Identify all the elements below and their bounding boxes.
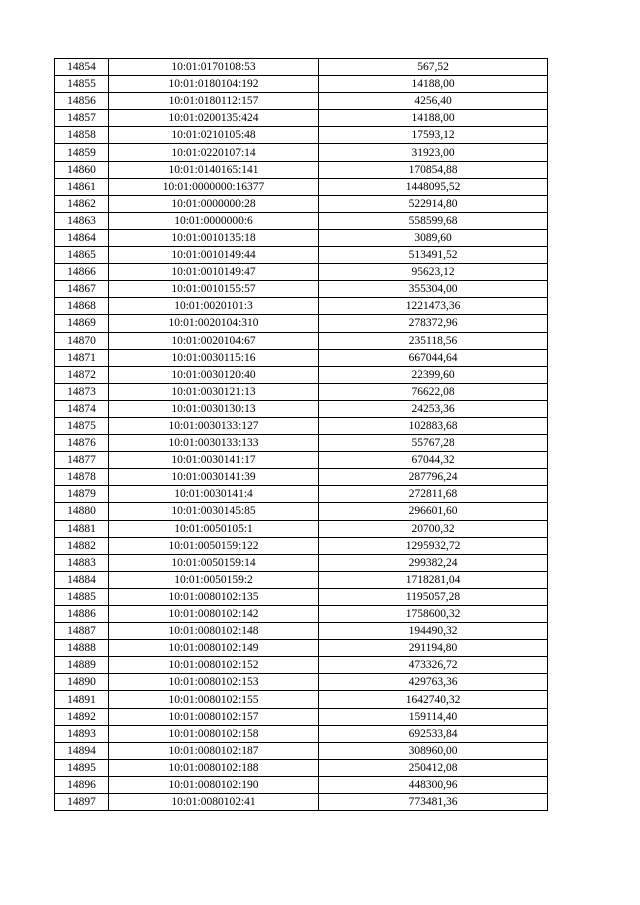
row-number-cell: 14878 xyxy=(55,469,109,486)
cadastral-number-cell: 10:01:0080102:153 xyxy=(109,674,319,691)
cadastral-number-cell: 10:01:0180112:157 xyxy=(109,93,319,110)
cadastral-number-cell: 10:01:0050159:2 xyxy=(109,571,319,588)
table-row xyxy=(55,212,548,229)
cadastral-number-cell: 10:01:0020104:67 xyxy=(109,332,319,349)
value-cell: 513491,52 xyxy=(319,247,548,264)
value-cell: 95623,12 xyxy=(319,264,548,281)
value-cell: 1718281,04 xyxy=(319,571,548,588)
cadastral-number-cell: 10:01:0080102:41 xyxy=(109,794,319,811)
row-number-cell: 14861 xyxy=(55,178,109,195)
table-row xyxy=(55,417,548,434)
table-row xyxy=(55,349,548,366)
row-number-cell: 14867 xyxy=(55,281,109,298)
value-cell: 355304,00 xyxy=(319,281,548,298)
table-row xyxy=(55,606,548,623)
table-row xyxy=(55,520,548,537)
table-row xyxy=(55,195,548,212)
table-row xyxy=(55,469,548,486)
row-number-cell: 14889 xyxy=(55,657,109,674)
cadastral-number-cell: 10:01:0080102:149 xyxy=(109,640,319,657)
value-cell: 14188,00 xyxy=(319,110,548,127)
registry-table-body xyxy=(55,59,548,811)
cadastral-number-cell: 10:01:0080102:148 xyxy=(109,623,319,640)
cadastral-number-cell: 10:01:0080102:190 xyxy=(109,776,319,793)
row-number-cell: 14882 xyxy=(55,537,109,554)
cadastral-number-cell: 10:01:0170108:53 xyxy=(109,59,319,76)
value-cell: 102883,68 xyxy=(319,417,548,434)
value-cell: 55767,28 xyxy=(319,435,548,452)
value-cell: 1221473,36 xyxy=(319,298,548,315)
cadastral-number-cell: 10:01:0010135:18 xyxy=(109,229,319,246)
row-number-cell: 14890 xyxy=(55,674,109,691)
cadastral-number-cell: 10:01:0080102:135 xyxy=(109,588,319,605)
table-row xyxy=(55,554,548,571)
value-cell: 429763,36 xyxy=(319,674,548,691)
value-cell: 287796,24 xyxy=(319,469,548,486)
row-number-cell: 14857 xyxy=(55,110,109,127)
row-number-cell: 14877 xyxy=(55,452,109,469)
value-cell: 24253,36 xyxy=(319,400,548,417)
cadastral-number-cell: 10:01:0010149:47 xyxy=(109,264,319,281)
value-cell: 448300,96 xyxy=(319,776,548,793)
table-row xyxy=(55,742,548,759)
row-number-cell: 14881 xyxy=(55,520,109,537)
registry-table xyxy=(54,58,548,811)
cadastral-number-cell: 10:01:0050105:1 xyxy=(109,520,319,537)
row-number-cell: 14874 xyxy=(55,400,109,417)
row-number-cell: 14873 xyxy=(55,383,109,400)
cadastral-number-cell: 10:01:0010155:57 xyxy=(109,281,319,298)
value-cell: 235118,56 xyxy=(319,332,548,349)
cadastral-number-cell: 10:01:0000000:28 xyxy=(109,195,319,212)
value-cell: 278372,96 xyxy=(319,315,548,332)
table-row xyxy=(55,571,548,588)
value-cell: 22399,60 xyxy=(319,366,548,383)
table-row xyxy=(55,708,548,725)
table-row xyxy=(55,503,548,520)
value-cell: 299382,24 xyxy=(319,554,548,571)
table-row xyxy=(55,452,548,469)
table-row xyxy=(55,127,548,144)
cadastral-number-cell: 10:01:0050159:122 xyxy=(109,537,319,554)
value-cell: 194490,32 xyxy=(319,623,548,640)
value-cell: 522914,80 xyxy=(319,195,548,212)
table-row xyxy=(55,229,548,246)
row-number-cell: 14871 xyxy=(55,349,109,366)
cadastral-number-cell: 10:01:0030141:39 xyxy=(109,469,319,486)
table-row xyxy=(55,247,548,264)
table-row xyxy=(55,383,548,400)
value-cell: 1758600,32 xyxy=(319,606,548,623)
row-number-cell: 14895 xyxy=(55,759,109,776)
value-cell: 76622,08 xyxy=(319,383,548,400)
cadastral-number-cell: 10:01:0030141:17 xyxy=(109,452,319,469)
cadastral-number-cell: 10:01:0030115:16 xyxy=(109,349,319,366)
table-row xyxy=(55,366,548,383)
cadastral-number-cell: 10:01:0140165:141 xyxy=(109,161,319,178)
table-row xyxy=(55,264,548,281)
table-row xyxy=(55,59,548,76)
value-cell: 14188,00 xyxy=(319,76,548,93)
table-row xyxy=(55,315,548,332)
row-number-cell: 14868 xyxy=(55,298,109,315)
row-number-cell: 14888 xyxy=(55,640,109,657)
cadastral-number-cell: 10:01:0210105:48 xyxy=(109,127,319,144)
table-row xyxy=(55,178,548,195)
value-cell: 20700,32 xyxy=(319,520,548,537)
row-number-cell: 14858 xyxy=(55,127,109,144)
value-cell: 17593,12 xyxy=(319,127,548,144)
row-number-cell: 14894 xyxy=(55,742,109,759)
table-row xyxy=(55,776,548,793)
table-row xyxy=(55,332,548,349)
row-number-cell: 14893 xyxy=(55,725,109,742)
cadastral-number-cell: 10:01:0000000:16377 xyxy=(109,178,319,195)
table-row xyxy=(55,281,548,298)
row-number-cell: 14859 xyxy=(55,144,109,161)
table-row xyxy=(55,674,548,691)
value-cell: 291194,80 xyxy=(319,640,548,657)
value-cell: 250412,08 xyxy=(319,759,548,776)
row-number-cell: 14865 xyxy=(55,247,109,264)
cadastral-number-cell: 10:01:0010149:44 xyxy=(109,247,319,264)
cadastral-number-cell: 10:01:0030121:13 xyxy=(109,383,319,400)
cadastral-number-cell: 10:01:0080102:155 xyxy=(109,691,319,708)
row-number-cell: 14854 xyxy=(55,59,109,76)
table-row xyxy=(55,623,548,640)
row-number-cell: 14886 xyxy=(55,606,109,623)
value-cell: 4256,40 xyxy=(319,93,548,110)
value-cell: 67044,32 xyxy=(319,452,548,469)
table-row xyxy=(55,93,548,110)
row-number-cell: 14880 xyxy=(55,503,109,520)
cadastral-number-cell: 10:01:0180104:192 xyxy=(109,76,319,93)
table-row xyxy=(55,725,548,742)
cadastral-number-cell: 10:01:0080102:188 xyxy=(109,759,319,776)
cadastral-number-cell: 10:01:0020104:310 xyxy=(109,315,319,332)
row-number-cell: 14876 xyxy=(55,435,109,452)
value-cell: 1195057,28 xyxy=(319,588,548,605)
table-row xyxy=(55,537,548,554)
cadastral-number-cell: 10:01:0050159:14 xyxy=(109,554,319,571)
row-number-cell: 14897 xyxy=(55,794,109,811)
value-cell: 308960,00 xyxy=(319,742,548,759)
cadastral-number-cell: 10:01:0030133:133 xyxy=(109,435,319,452)
table-row xyxy=(55,298,548,315)
row-number-cell: 14862 xyxy=(55,195,109,212)
row-number-cell: 14875 xyxy=(55,417,109,434)
value-cell: 692533,84 xyxy=(319,725,548,742)
value-cell: 272811,68 xyxy=(319,486,548,503)
value-cell: 1295932,72 xyxy=(319,537,548,554)
row-number-cell: 14885 xyxy=(55,588,109,605)
cadastral-number-cell: 10:01:0020101:3 xyxy=(109,298,319,315)
cadastral-number-cell: 10:01:0030120:40 xyxy=(109,366,319,383)
row-number-cell: 14896 xyxy=(55,776,109,793)
value-cell: 567,52 xyxy=(319,59,548,76)
value-cell: 159114,40 xyxy=(319,708,548,725)
row-number-cell: 14884 xyxy=(55,571,109,588)
row-number-cell: 14869 xyxy=(55,315,109,332)
cadastral-number-cell: 10:01:0220107:14 xyxy=(109,144,319,161)
row-number-cell: 14860 xyxy=(55,161,109,178)
cadastral-number-cell: 10:01:0030141:4 xyxy=(109,486,319,503)
cadastral-number-cell: 10:01:0080102:158 xyxy=(109,725,319,742)
row-number-cell: 14856 xyxy=(55,93,109,110)
value-cell: 473326,72 xyxy=(319,657,548,674)
table-row xyxy=(55,435,548,452)
row-number-cell: 14872 xyxy=(55,366,109,383)
value-cell: 773481,36 xyxy=(319,794,548,811)
value-cell: 1448095,52 xyxy=(319,178,548,195)
value-cell: 170854,88 xyxy=(319,161,548,178)
value-cell: 296601,60 xyxy=(319,503,548,520)
table-row xyxy=(55,161,548,178)
row-number-cell: 14866 xyxy=(55,264,109,281)
cadastral-number-cell: 10:01:0080102:157 xyxy=(109,708,319,725)
value-cell: 1642740,32 xyxy=(319,691,548,708)
table-row xyxy=(55,794,548,811)
value-cell: 31923,00 xyxy=(319,144,548,161)
cadastral-number-cell: 10:01:0200135:424 xyxy=(109,110,319,127)
row-number-cell: 14870 xyxy=(55,332,109,349)
cadastral-number-cell: 10:01:0080102:152 xyxy=(109,657,319,674)
table-row xyxy=(55,76,548,93)
row-number-cell: 14855 xyxy=(55,76,109,93)
cadastral-number-cell: 10:01:0080102:187 xyxy=(109,742,319,759)
row-number-cell: 14864 xyxy=(55,229,109,246)
table-row xyxy=(55,486,548,503)
value-cell: 667044,64 xyxy=(319,349,548,366)
table-row xyxy=(55,640,548,657)
value-cell: 558599,68 xyxy=(319,212,548,229)
row-number-cell: 14887 xyxy=(55,623,109,640)
table-row xyxy=(55,588,548,605)
table-row xyxy=(55,691,548,708)
row-number-cell: 14863 xyxy=(55,212,109,229)
row-number-cell: 14883 xyxy=(55,554,109,571)
table-row xyxy=(55,144,548,161)
cadastral-number-cell: 10:01:0000000:6 xyxy=(109,212,319,229)
cadastral-number-cell: 10:01:0080102:142 xyxy=(109,606,319,623)
row-number-cell: 14892 xyxy=(55,708,109,725)
table-row xyxy=(55,657,548,674)
table-row xyxy=(55,110,548,127)
row-number-cell: 14879 xyxy=(55,486,109,503)
table-row xyxy=(55,759,548,776)
cadastral-number-cell: 10:01:0030130:13 xyxy=(109,400,319,417)
cadastral-number-cell: 10:01:0030133:127 xyxy=(109,417,319,434)
value-cell: 3089,60 xyxy=(319,229,548,246)
row-number-cell: 14891 xyxy=(55,691,109,708)
cadastral-number-cell: 10:01:0030145:85 xyxy=(109,503,319,520)
table-row xyxy=(55,400,548,417)
